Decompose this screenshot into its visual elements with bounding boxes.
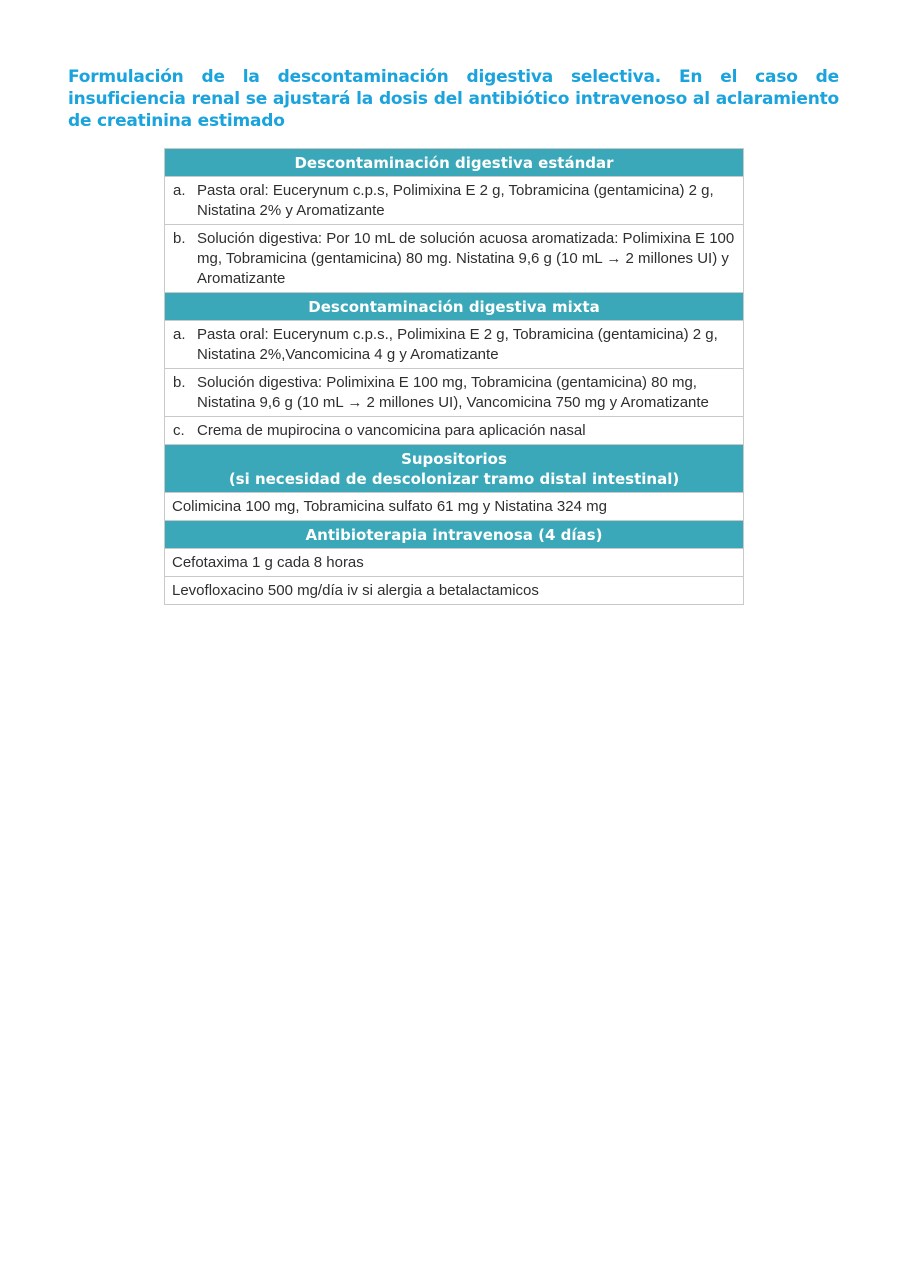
section-header-supositorios <box>165 445 743 493</box>
table-row <box>165 493 743 521</box>
item-text: Crema de mupirocina o vancomicina para aplicación nasal <box>197 422 586 439</box>
item-text: Colimicina 100 mg, Tobramicina sulfato 61 mg y Nistatina 324 mg <box>172 498 607 515</box>
section-header-mixta: Descontaminación digestiva mixta <box>165 293 743 321</box>
formulation-table <box>164 148 744 605</box>
item-text: Levofloxacino 500 mg/día iv si alergia a betalactamicos <box>172 582 539 599</box>
section-header-line: (si necesidad de descolonizar tramo distal intestinal) <box>228 470 680 488</box>
item-text: Solución digestiva: Polimixina E 100 mg, Tobramicina (gentamicina) 80 mg, Nistatina 9,6 g (10 mL → 2 millones UI), Vancomicina 750 mg y Aromatizante <box>197 374 709 411</box>
item-marker: a. <box>173 326 186 343</box>
section-header-antibioterapia: Antibioterapia intravenosa (4 días) <box>165 521 743 549</box>
table-row <box>165 177 743 225</box>
table-row <box>165 321 743 369</box>
section-header-estandar: Descontaminación digestiva estándar <box>165 149 743 177</box>
item-marker: c. <box>173 422 185 439</box>
table-row <box>165 369 743 417</box>
item-marker: b. <box>173 374 186 391</box>
section-header-line: Supositorios <box>401 450 507 468</box>
item-marker: b. <box>173 230 186 247</box>
document-title: Formulación de la descontaminación digestiva selectiva. En el caso de insuficiencia renal se ajustará la dosis del antibiótico intravenoso al aclaramiento de creatinina estimado <box>68 67 839 131</box>
item-text: Solución digestiva: Por 10 mL de solución acuosa aromatizada: Polimixina E 100 mg, Tobramicina (gentamicina) 80 mg. Nistatina 9,6 g (10 mL → 2 millones UI) y Aromatizante <box>197 230 735 287</box>
item-text: Pasta oral: Eucerynum c.p.s, Polimixina E 2 g, Tobramicina (gentamicina) 2 g, Nistatina 2% y Aromatizante <box>197 182 714 219</box>
table-row <box>165 549 743 577</box>
item-marker: a. <box>173 182 186 199</box>
item-text: Cefotaxima 1 g cada 8 horas <box>172 554 364 571</box>
table-row <box>165 417 743 445</box>
item-text: Pasta oral: Eucerynum c.p.s., Polimixina E 2 g, Tobramicina (gentamicina) 2 g, Nistatina 2%,Vancomicina 4 g y Aromatizante <box>197 326 718 363</box>
table-row <box>165 225 743 293</box>
table-row <box>165 577 743 604</box>
